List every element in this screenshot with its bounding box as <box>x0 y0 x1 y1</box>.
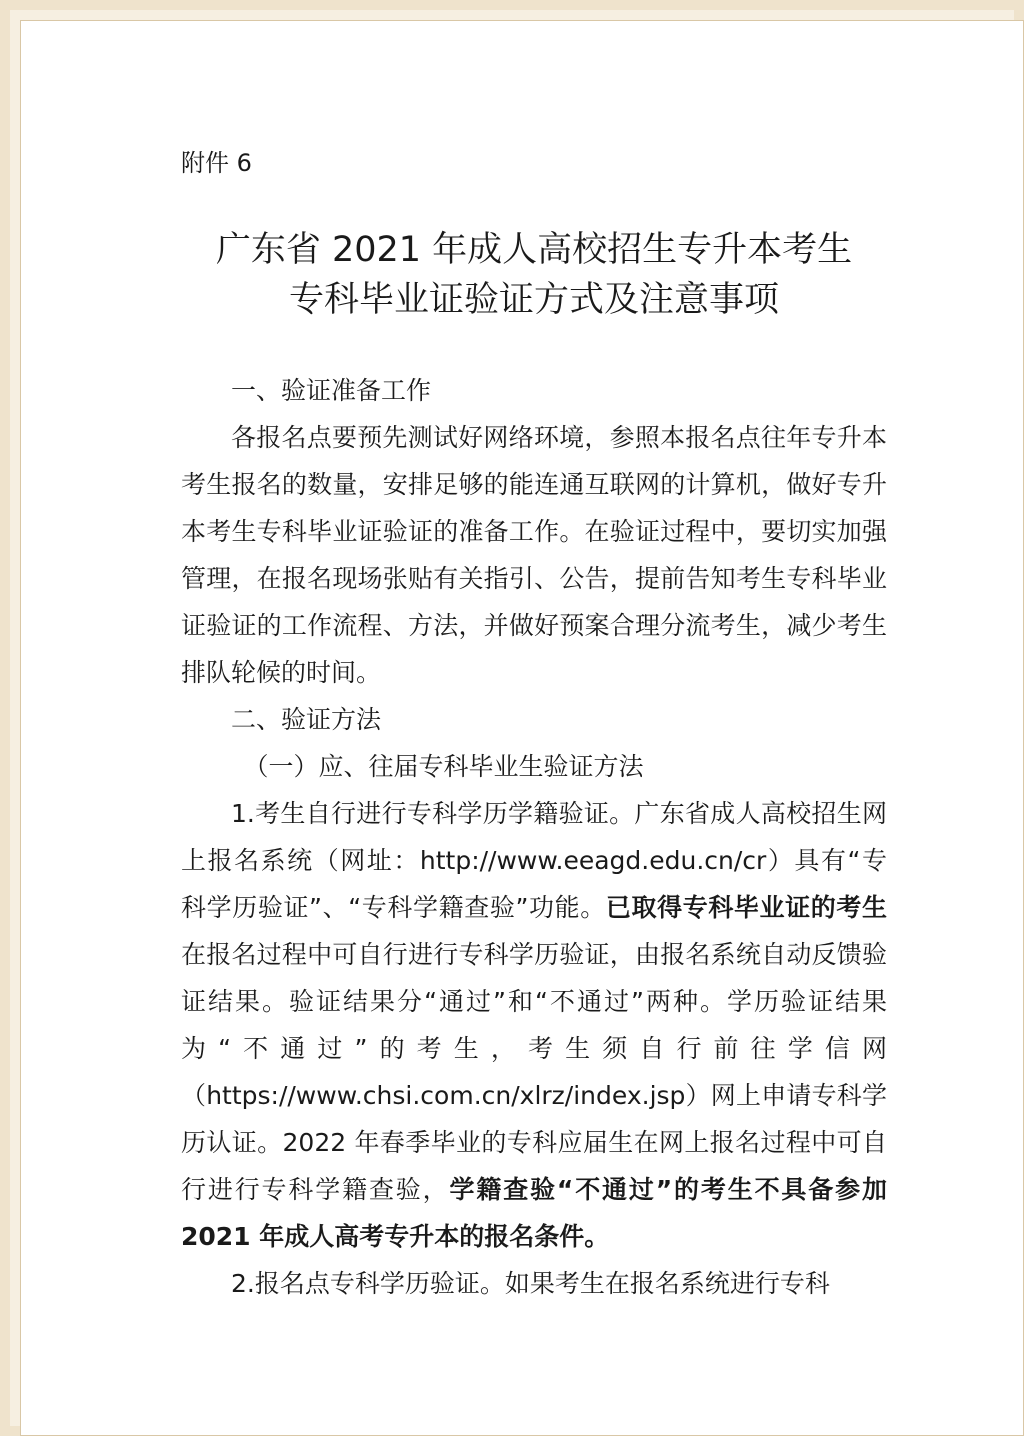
item-1-bold-a: 已取得专科毕业证的考生 <box>605 893 887 922</box>
subsection-1-heading: （一）应、往届专科毕业生验证方法 <box>243 752 644 781</box>
section-2-heading: 二、验证方法 <box>231 705 382 734</box>
page-sheet <box>20 20 1024 1436</box>
title-line-2: 专科毕业证验证方式及注意事项 <box>288 280 779 320</box>
document-content <box>181 367 887 1307</box>
document-body <box>181 139 887 1307</box>
document-title <box>181 225 887 325</box>
item-1-text-b: 在报名过程中可自行进行专科学历验证，由报名系统自动反馈验证结果。验证结果分“通过”和“不通过”两种。学历验证结果为“不通过”的考生，考生须自行前往学信网（https://www.chsi.com.cn/xlrz/index.jsp）网上申请专科学历认证。2022 年春季毕业的专科应届生在网上报名过程中可自行进行专科学籍查验， <box>181 940 887 1204</box>
title-line-1: 广东省 2021 年成人高校招生专升本考生 <box>215 230 853 270</box>
item-1-paragraph <box>181 790 887 1260</box>
item-2-paragraph: 2.报名点专科学历验证。如果考生在报名系统进行专科 <box>231 1269 830 1298</box>
item-1-text-a: 1.考生自行进行专科学历学籍验证。广东省成人高校招生网上报名系统（网址：http://www.eeagd.edu.cn/cr）具有“专科学历验证”、“专科学籍查验”功能。 <box>181 799 887 922</box>
section-1-heading: 一、验证准备工作 <box>231 376 432 405</box>
item-1-bold-b: 学籍查验“不通过”的考生不具备参加 2021 年成人高考专升本的报名条件。 <box>181 1175 887 1251</box>
section-1-paragraph: 各报名点要预先测试好网络环境，参照本报名点往年专升本考生报名的数量，安排足够的能连通互联网的计算机，做好专升本考生专科毕业证验证的准备工作。在验证过程中，要切实加强管理，在报名现场张贴有关指引、公告，提前告知考生专科毕业证验证的工作流程、方法，并做好预案合理分流考生，减少考生排队轮候的时间。 <box>181 423 887 687</box>
attachment-label: 附件 6 <box>181 149 252 177</box>
